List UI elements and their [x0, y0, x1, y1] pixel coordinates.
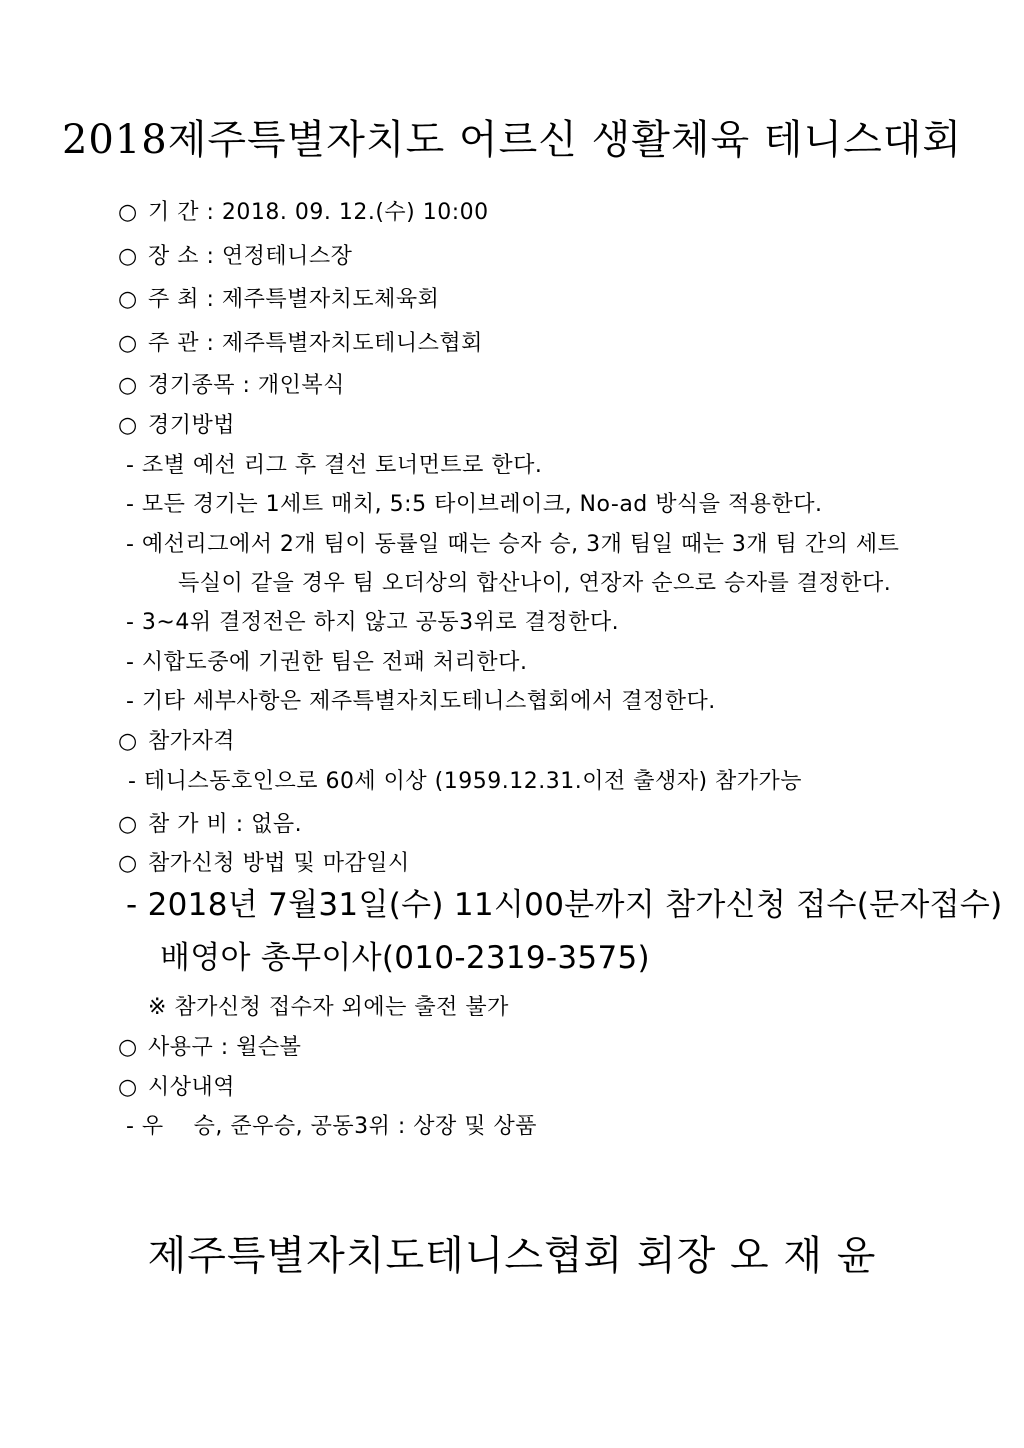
- bullet-circle: ○: [118, 244, 138, 269]
- bullet-circle: ○: [118, 413, 138, 438]
- document-signature: 제주특별자치도테니스협회 회장 오 재 윤: [147, 1233, 877, 1279]
- bullet-circle: ○: [118, 851, 138, 876]
- bullet-circle: ○: [118, 812, 138, 837]
- eligibility-item: - 테니스동호인으로 60세 이상 (1959.12.31.이전 출생자) 참가가능: [128, 769, 803, 794]
- awards-heading-text: 시상내역: [148, 1075, 236, 1100]
- ball-text: 사용구 : 윌슨볼: [148, 1035, 302, 1060]
- bullet-circle: ○: [118, 373, 138, 398]
- venue-line: [118, 242, 352, 272]
- application-contact: 배영아 총무이사(010-2319-3575): [160, 940, 650, 976]
- bullet-circle: ○: [118, 1075, 138, 1100]
- application-note: ※ 참가신청 접수자 외에는 출전 불가: [148, 995, 509, 1020]
- fee-text: 참 가 비 : 없음.: [148, 812, 303, 837]
- fee-line: [118, 810, 302, 840]
- ball-line: [118, 1033, 301, 1063]
- method-item: - 시합도중에 기권한 팀은 전패 처리한다.: [126, 650, 528, 675]
- bullet-circle: ○: [118, 331, 138, 356]
- application-deadline: - 2018년 7월31일(수) 11시00분까지 참가신청 접수(문자접수): [126, 887, 1003, 923]
- method-item: - 모든 경기는 1세트 매치, 5:5 타이브레이크, No-ad 방식을 적용한다.: [126, 492, 823, 517]
- organizer-text: 주 관 : 제주특별자치도테니스협회: [148, 331, 483, 356]
- method-item-continued: 득실이 같을 경우 팀 오더상의 합산나이, 연장자 순으로 승자를 결정한다.: [178, 571, 892, 596]
- venue-text: 장 소 : 연정테니스장: [148, 244, 353, 269]
- bullet-circle: ○: [118, 729, 138, 754]
- eligibility-heading-text: 참가자격: [148, 729, 236, 754]
- event-type-text: 경기종목 : 개인복식: [148, 373, 345, 398]
- method-item: - 조별 예선 리그 후 결선 토너먼트로 한다.: [126, 453, 543, 478]
- host-text: 주 최 : 제주특별자치도체육회: [148, 287, 440, 312]
- bullet-circle: ○: [118, 287, 138, 312]
- application-heading-line: [118, 849, 410, 879]
- event-type-line: [118, 371, 345, 401]
- awards-heading-line: [118, 1073, 235, 1103]
- bullet-circle: ○: [118, 200, 138, 225]
- period-line: [118, 198, 489, 228]
- method-item: - 기타 세부사항은 제주특별자치도테니스협회에서 결정한다.: [126, 689, 716, 714]
- method-item: - 3~4위 결정전은 하지 않고 공동3위로 결정한다.: [126, 610, 620, 635]
- bullet-circle: ○: [118, 1035, 138, 1060]
- host-line: [118, 285, 439, 315]
- method-heading-line: [118, 411, 235, 441]
- awards-item: - 우 승, 준우승, 공동3위 : 상장 및 상품: [126, 1114, 538, 1139]
- method-item: - 예선리그에서 2개 팀이 동률일 때는 승자 승, 3개 팀일 때는 3개 팀 간의 세트: [126, 532, 900, 557]
- period-text: 기 간 : 2018. 09. 12.(수) 10:00: [148, 200, 489, 225]
- application-heading-text: 참가신청 방법 및 마감일시: [148, 851, 410, 876]
- organizer-line: [118, 329, 483, 359]
- method-heading-text: 경기방법: [148, 413, 236, 438]
- eligibility-heading-line: [118, 727, 235, 757]
- document-title: 2018제주특별자치도 어르신 생활체육 테니스대회: [61, 117, 963, 163]
